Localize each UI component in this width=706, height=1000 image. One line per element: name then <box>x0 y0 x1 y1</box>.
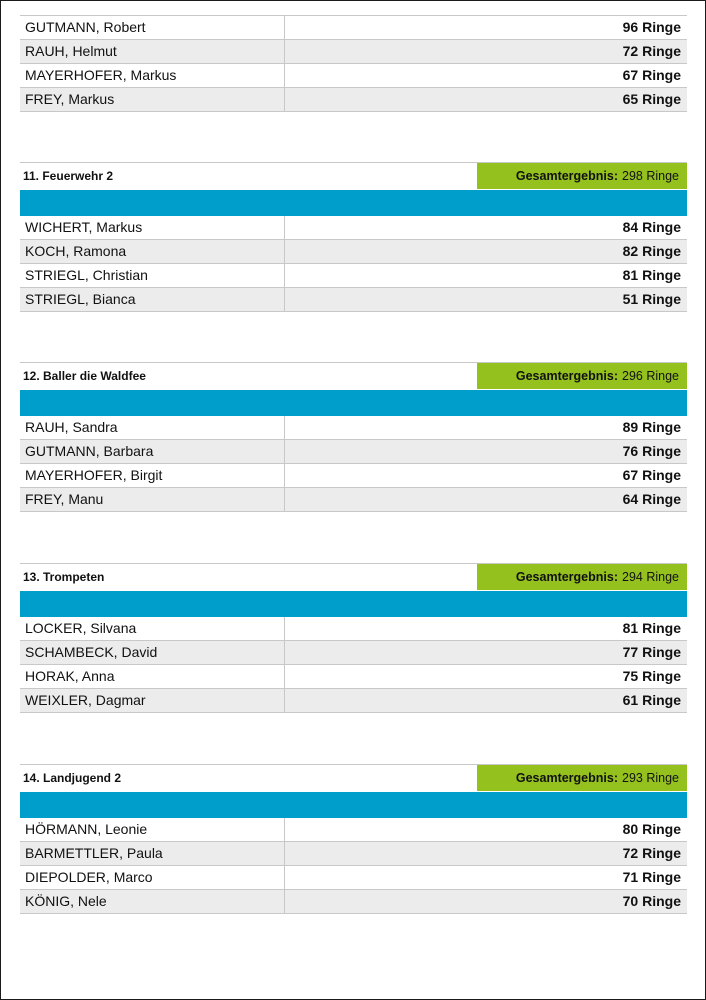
participant-score: 77 Ringe <box>622 644 681 660</box>
total-value: 294 Ringe <box>622 570 679 584</box>
participant-score: 51 Ringe <box>622 291 681 307</box>
team-rows <box>20 818 687 914</box>
participant-name: STRIEGL, Christian <box>20 264 285 287</box>
participant-name: KOCH, Ramona <box>20 240 285 263</box>
participant-name: FREY, Markus <box>20 88 285 111</box>
participant-name: MAYERHOFER, Markus <box>20 64 285 87</box>
total-value: 293 Ringe <box>622 771 679 785</box>
table-row <box>20 488 687 512</box>
participant-score: 61 Ringe <box>622 692 681 708</box>
table-row <box>20 440 687 464</box>
team-total-badge <box>477 363 687 389</box>
team-title: 12. Baller die Waldfee <box>23 368 146 383</box>
total-label: Gesamtergebnis: <box>515 169 618 183</box>
participant-score: 84 Ringe <box>622 219 681 235</box>
team-title: 11. Feuerwehr 2 <box>23 168 114 183</box>
table-row <box>20 842 687 866</box>
table-row <box>20 866 687 890</box>
team-rows <box>20 416 687 512</box>
participant-name: MAYERHOFER, Birgit <box>20 464 285 487</box>
team-header <box>20 764 687 790</box>
participant-name: DIEPOLDER, Marco <box>20 866 285 889</box>
total-label: Gesamtergebnis: <box>515 369 618 383</box>
participant-name: RAUH, Sandra <box>20 416 285 439</box>
total-value: 296 Ringe <box>622 369 679 383</box>
table-row <box>20 641 687 665</box>
team-group <box>20 162 687 312</box>
team-color-band <box>20 591 687 617</box>
team-color-band <box>20 390 687 416</box>
table-row <box>20 264 687 288</box>
team-total-badge <box>477 765 687 791</box>
table-row <box>20 818 687 842</box>
team-total-badge <box>477 564 687 590</box>
team-rows <box>20 617 687 713</box>
participant-score: 72 Ringe <box>622 43 681 59</box>
team-group <box>20 362 687 512</box>
table-row <box>20 240 687 264</box>
table-row <box>20 689 687 713</box>
table-row <box>20 890 687 914</box>
participant-score: 70 Ringe <box>622 893 681 909</box>
team-total-badge <box>477 163 687 189</box>
team-header <box>20 362 687 388</box>
participant-name: GUTMANN, Robert <box>20 16 285 39</box>
table-row <box>20 665 687 689</box>
team-header <box>20 162 687 188</box>
participant-name: FREY, Manu <box>20 488 285 511</box>
participant-name: GUTMANN, Barbara <box>20 440 285 463</box>
table-row <box>20 416 687 440</box>
table-row <box>20 64 687 88</box>
table-row <box>20 88 687 112</box>
team-color-band <box>20 792 687 818</box>
table-row <box>20 40 687 64</box>
participant-score: 82 Ringe <box>622 243 681 259</box>
participant-name: WICHERT, Markus <box>20 216 285 239</box>
participant-score: 80 Ringe <box>622 821 681 837</box>
participant-name: WEIXLER, Dagmar <box>20 689 285 712</box>
total-label: Gesamtergebnis: <box>515 570 618 584</box>
participant-score: 71 Ringe <box>622 869 681 885</box>
team-title: 14. Landjugend 2 <box>23 770 122 785</box>
team-color-band <box>20 190 687 216</box>
participant-score: 72 Ringe <box>622 845 681 861</box>
participant-score: 81 Ringe <box>622 267 681 283</box>
participant-score: 67 Ringe <box>622 67 681 83</box>
participant-score: 81 Ringe <box>622 620 681 636</box>
team-header <box>20 563 687 589</box>
table-row <box>20 464 687 488</box>
participant-score: 76 Ringe <box>622 443 681 459</box>
participant-name: SCHAMBECK, David <box>20 641 285 664</box>
previous-group-rows <box>20 15 687 112</box>
table-row <box>20 617 687 641</box>
table-row <box>20 216 687 240</box>
participant-score: 96 Ringe <box>622 19 681 35</box>
table-row <box>20 15 687 40</box>
team-group <box>20 764 687 914</box>
participant-score: 67 Ringe <box>622 467 681 483</box>
participant-name: HORAK, Anna <box>20 665 285 688</box>
participant-name: KÖNIG, Nele <box>20 890 285 913</box>
participant-name: BARMETTLER, Paula <box>20 842 285 865</box>
participant-score: 89 Ringe <box>622 419 681 435</box>
participant-score: 65 Ringe <box>622 91 681 107</box>
participant-name: HÖRMANN, Leonie <box>20 818 285 841</box>
table-row <box>20 288 687 312</box>
participant-name: RAUH, Helmut <box>20 40 285 63</box>
total-label: Gesamtergebnis: <box>515 771 618 785</box>
participant-score: 75 Ringe <box>622 668 681 684</box>
participant-score: 64 Ringe <box>622 491 681 507</box>
team-group <box>20 563 687 713</box>
total-value: 298 Ringe <box>622 169 679 183</box>
team-title: 13. Trompeten <box>23 569 105 584</box>
participant-name: LOCKER, Silvana <box>20 617 285 640</box>
participant-name: STRIEGL, Bianca <box>20 288 285 311</box>
team-rows <box>20 216 687 312</box>
